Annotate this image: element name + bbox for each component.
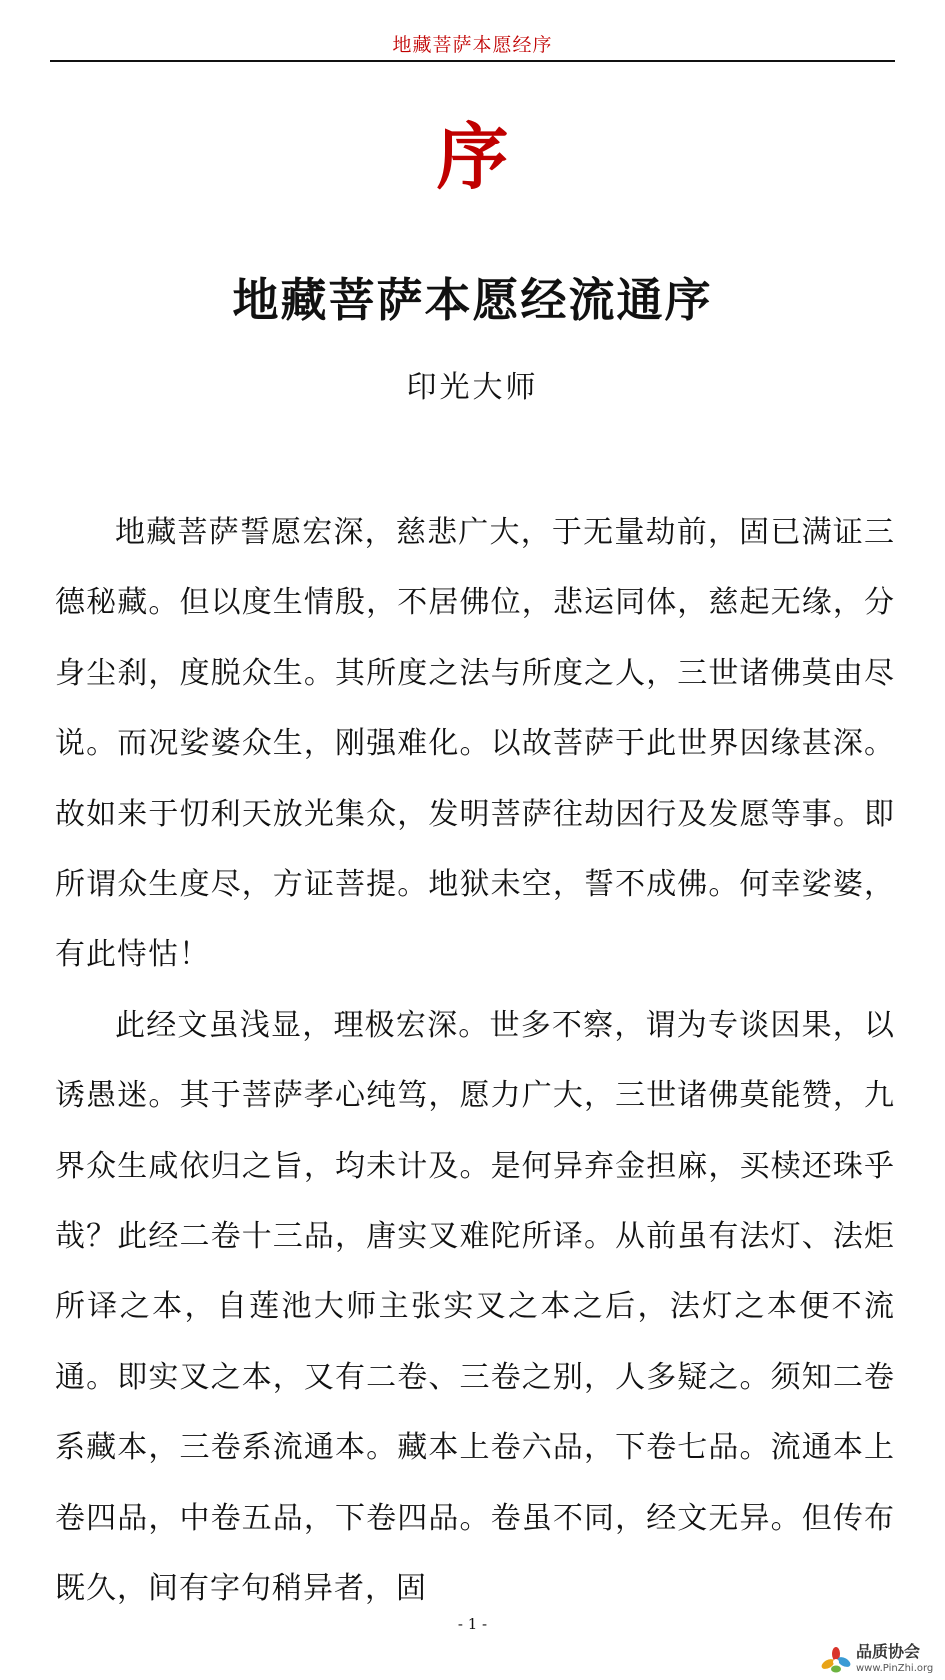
author-name: 印光大师 xyxy=(406,370,539,405)
paragraph: 地藏菩萨誓愿宏深，慈悲广大，于无量劫前，固已满证三德秘藏。但以度生情殷，不居佛位，悲运同体，慈起无缘，分身尘刹，度脱众生。其所度之法与所度之人，三世诸佛莫由尽说。而况娑婆众生，刚强难化。以故菩萨于此世界因缘甚深。故如来于忉利天放光集众，发明菩萨往劫因行及发愿等事。即所谓众生度尽，方证菩提。地狱未空，誓不成佛。何幸娑婆，有此恃怙！ xyxy=(55,515,895,973)
watermark-url: www.PinZhi.org xyxy=(856,1663,934,1674)
watermark-name: 品质协会 xyxy=(856,1642,921,1661)
header-rule xyxy=(50,60,895,62)
document-title: 地藏菩萨本愿经流通序 xyxy=(232,273,713,327)
body-text xyxy=(55,498,895,1625)
section-title: 序 xyxy=(436,114,509,199)
watermark xyxy=(818,1642,942,1678)
running-header: 地藏菩萨本愿经序 xyxy=(392,34,553,56)
page-number: - 1 - xyxy=(457,1615,488,1633)
paragraph: 此经文虽浅显，理极宏深。世多不察，谓为专谈因果，以诱愚迷。其于菩萨孝心纯笃，愿力广大，三世诸佛莫能赞，九界众生咸依归之旨，均未计及。是何异弃金担麻，买椟还珠乎哉？此经二卷十三品，唐实叉难陀所译。从前虽有法灯、法炬所译之本，自莲池大师主张实叉之本之后，法灯之本便不流通。即实叉之本，又有二卷、三卷之别，人多疑之。须知二卷系藏本，三卷系流通本。藏本上卷六品，下卷七品。流通本上卷四品，中卷五品，下卷四品。卷虽不同，经文无异。但传布既久，间有字句稍异者，固 xyxy=(55,1007,895,1607)
flower-logo-icon xyxy=(818,1644,854,1676)
